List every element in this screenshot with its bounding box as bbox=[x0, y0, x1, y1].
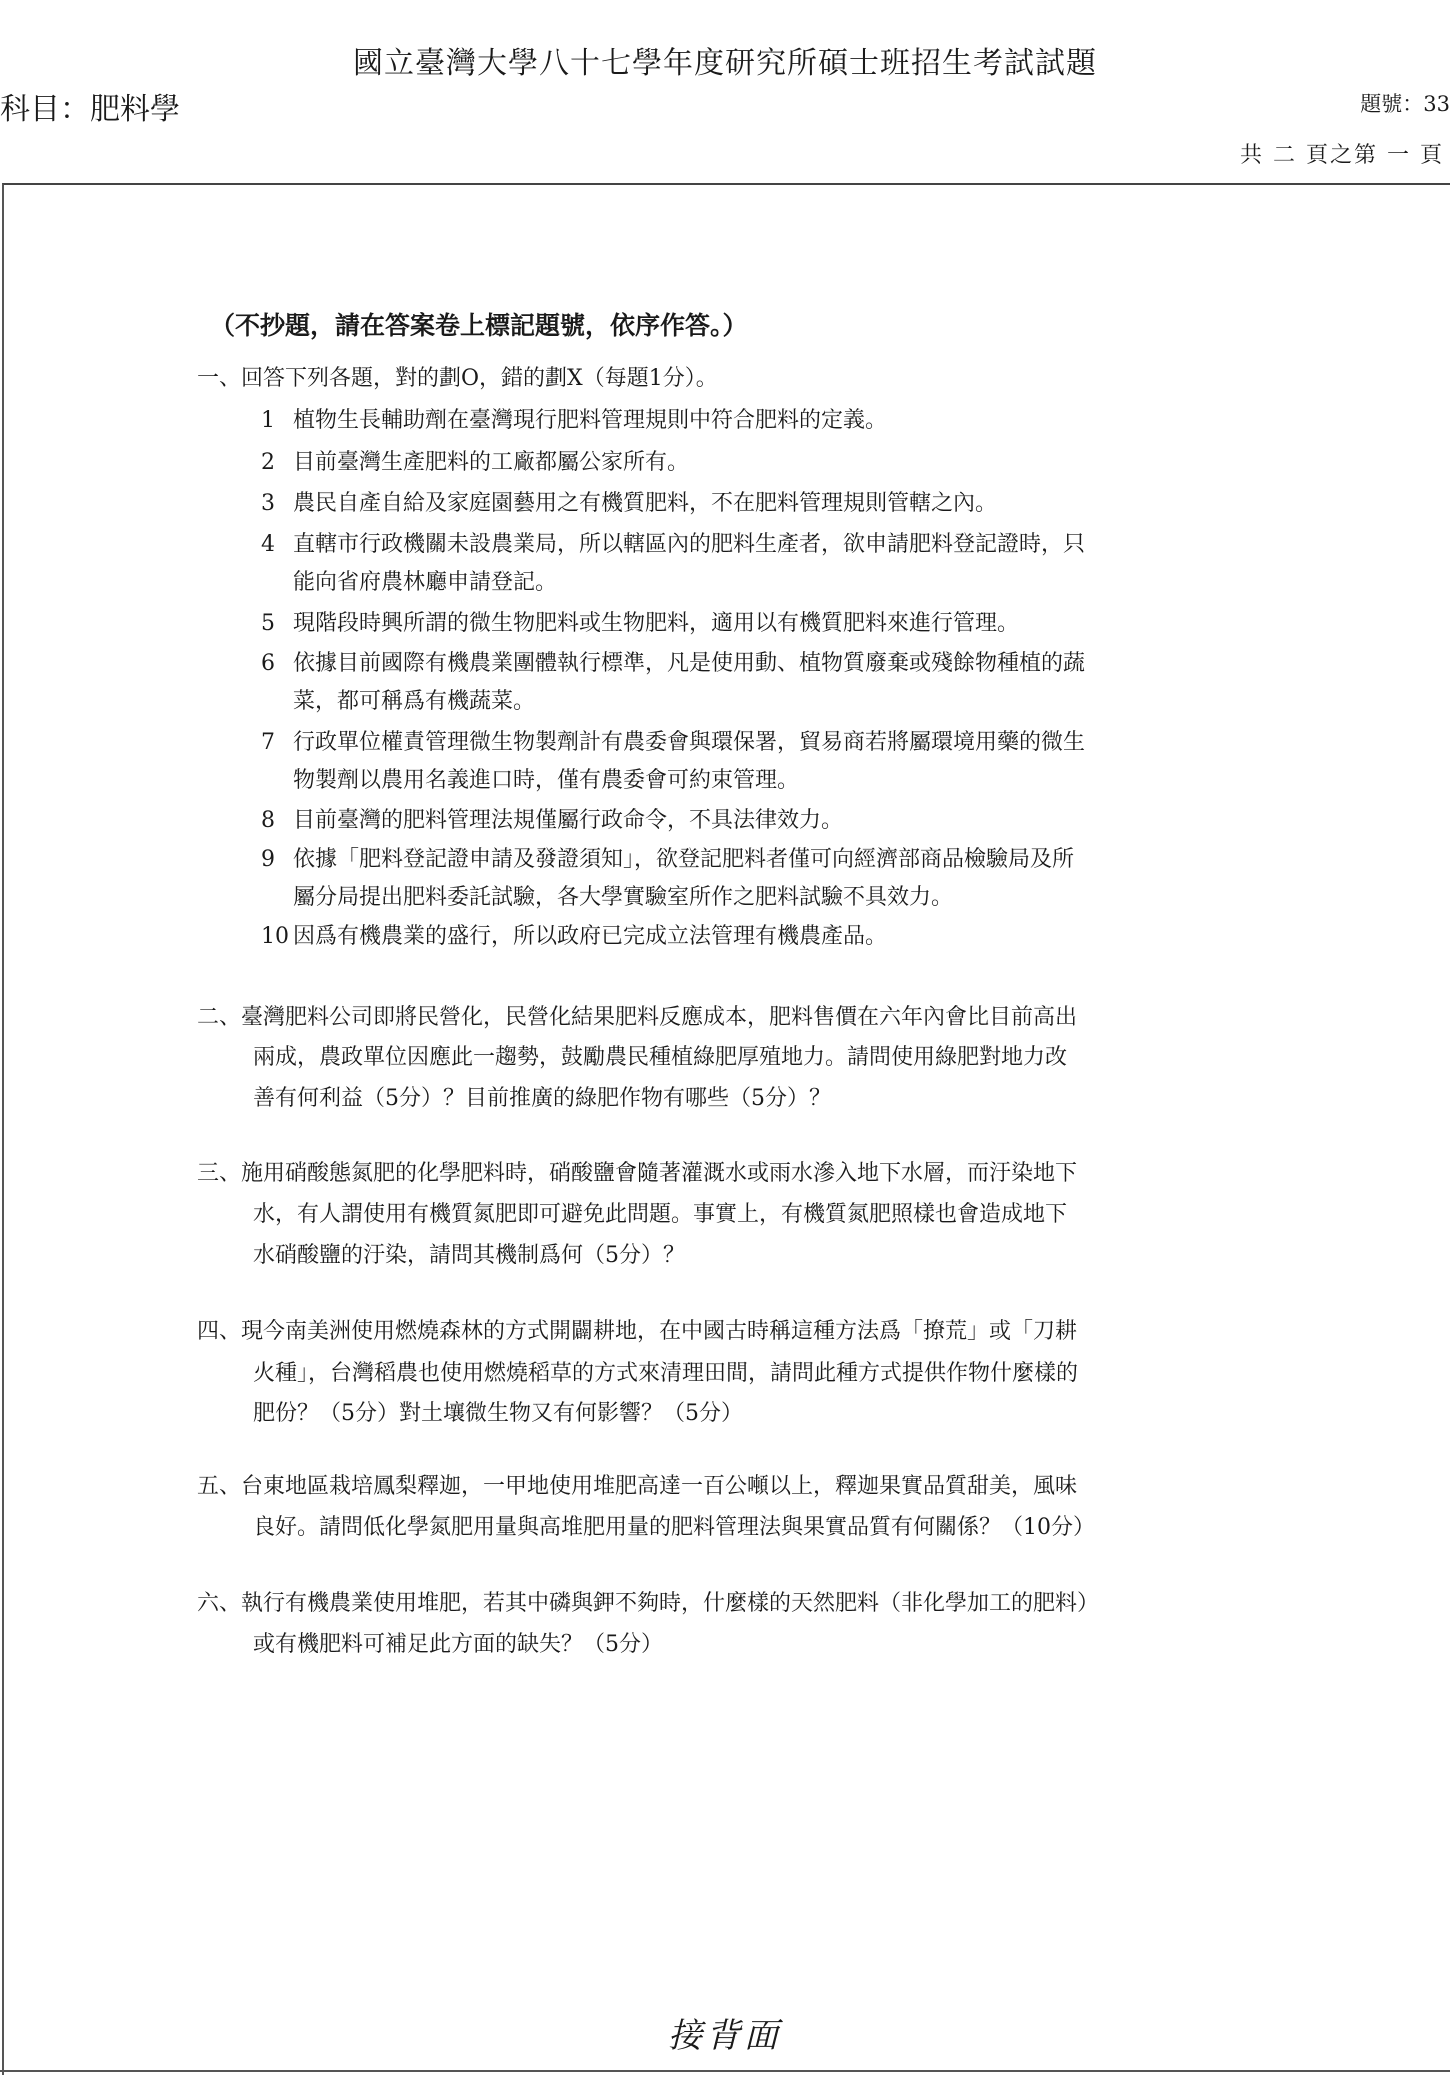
item-number: 1 bbox=[261, 408, 275, 433]
tf-item-1 bbox=[261, 403, 887, 434]
tf-item-5 bbox=[261, 606, 1019, 637]
item-number: 3 bbox=[261, 491, 275, 516]
question-5-line-1: 五、台東地區栽培鳳梨釋迦，一甲地使用堆肥高達一百公噸以上，釋迦果實品質甜美，風味 bbox=[197, 1474, 1078, 1499]
question-5-line-2: 良好。請問低化學氮肥用量與高堆肥用量的肥料管理法與果實品質有何關係？（10分） bbox=[253, 1515, 1095, 1540]
item-text: 目前臺灣的肥料管理法規僅屬行政命令，不具法律效力。 bbox=[293, 808, 844, 833]
page-frame bbox=[2, 183, 1450, 2075]
question-4-line-3: 肥份？（5分）對土壤微生物又有何影響？（5分） bbox=[253, 1401, 743, 1426]
item-text: 現階段時興所謂的微生物肥料或生物肥料，適用以有機質肥料來進行管理。 bbox=[293, 611, 1020, 636]
exam-instruction: （不抄題，請在答案卷上標記題號，依序作答。） bbox=[210, 311, 748, 340]
tf-item-4-cont: 能向省府農林廳申請登記。 bbox=[293, 570, 558, 595]
tf-item-2 bbox=[261, 445, 689, 476]
exam-title: 國立臺灣大學八十七學年度研究所碩士班招生考試試題 bbox=[353, 46, 1097, 81]
tf-item-8 bbox=[261, 803, 843, 834]
item-text: 因爲有機農業的盛行，所以政府已完成立法管理有機農產品。 bbox=[293, 924, 888, 949]
question-3-line-2: 水，有人謂使用有機質氮肥即可避免此問題。事實上，有機質氮肥照樣也會造成地下 bbox=[253, 1202, 1068, 1227]
tf-item-7-cont: 物製劑以農用名義進口時，僅有農委會可約束管理。 bbox=[293, 768, 800, 793]
subject-label: 科目：肥料學 bbox=[0, 92, 180, 127]
question-2-line-1: 二、臺灣肥料公司即將民營化，民營化結果肥料反應成本，肥料售價在六年內會比目前高出 bbox=[197, 1005, 1078, 1030]
tf-item-7 bbox=[261, 725, 1085, 756]
page-info: 共 二 頁之第 一 頁 bbox=[1240, 143, 1444, 168]
item-text: 植物生長輔助劑在臺灣現行肥料管理規則中符合肥料的定義。 bbox=[293, 408, 888, 433]
bottom-rule bbox=[0, 2070, 1450, 2072]
question-6-line-1: 六、執行有機農業使用堆肥，若其中磷與鉀不夠時，什麼樣的天然肥料（非化學加工的肥料） bbox=[197, 1591, 1100, 1616]
question-6-line-2: 或有機肥料可補足此方面的缺失？（5分） bbox=[253, 1632, 663, 1657]
item-text: 依據「肥料登記證申請及發證須知」，欲登記肥料者僅可向經濟部商品檢驗局及所 bbox=[293, 847, 1075, 872]
question-4-line-2: 火種」，台灣稻農也使用燃燒稻草的方式來清理田間，請問此種方式提供作物什麼樣的 bbox=[253, 1361, 1079, 1386]
item-number: 8 bbox=[261, 808, 275, 833]
item-number: 2 bbox=[261, 450, 275, 475]
question-4-line-1: 四、現今南美洲使用燃燒森林的方式開闢耕地，在中國古時稱這種方法爲「撩荒」或「刀耕 bbox=[197, 1319, 1078, 1344]
tf-item-6-cont: 菜，都可稱爲有機蔬菜。 bbox=[293, 689, 536, 714]
item-text: 農民自產自給及家庭園藝用之有機質肥料，不在肥料管理規則管轄之內。 bbox=[293, 491, 998, 516]
item-text: 直轄市行政機關未設農業局，所以轄區內的肥料生產者，欲申請肥料登記證時，只 bbox=[293, 532, 1086, 557]
item-text: 行政單位權責管理微生物製劑計有農委會與環保署，貿易商若將屬環境用藥的微生 bbox=[293, 730, 1086, 755]
question-3-line-3: 水硝酸鹽的汙染，請問其機制爲何（5分）？ bbox=[253, 1243, 685, 1268]
tf-item-4 bbox=[261, 527, 1085, 558]
item-number: 10 bbox=[261, 924, 289, 949]
item-text: 目前臺灣生產肥料的工廠都屬公家所有。 bbox=[293, 450, 690, 475]
item-number: 5 bbox=[261, 611, 275, 636]
item-number: 9 bbox=[261, 847, 275, 872]
tf-item-3 bbox=[261, 486, 997, 517]
tf-item-9-cont: 屬分局提出肥料委託試驗，各大學實驗室所作之肥料試驗不具效力。 bbox=[293, 885, 954, 910]
section-1-title: 一、回答下列各題，對的劃O，錯的劃X（每題1分）。 bbox=[197, 366, 718, 391]
continue-on-back-note: 接背面 bbox=[668, 2016, 782, 2056]
tf-item-9 bbox=[261, 842, 1074, 873]
tf-item-6 bbox=[261, 646, 1085, 677]
item-number: 4 bbox=[261, 532, 275, 557]
tf-item-10 bbox=[261, 919, 887, 950]
question-number: 題號：33 bbox=[1360, 92, 1450, 116]
item-number: 7 bbox=[261, 730, 275, 755]
question-2-line-3: 善有何利益（5分）？目前推廣的綠肥作物有哪些（5分）？ bbox=[253, 1086, 831, 1111]
item-number: 6 bbox=[261, 651, 275, 676]
item-text: 依據目前國際有機農業團體執行標準，凡是使用動、植物質廢棄或殘餘物種植的蔬 bbox=[293, 651, 1086, 676]
question-3-line-1: 三、施用硝酸態氮肥的化學肥料時，硝酸鹽會隨著灌溉水或雨水滲入地下水層，而汙染地下 bbox=[197, 1161, 1078, 1186]
question-2-line-2: 兩成，農政單位因應此一趨勢，鼓勵農民種植綠肥厚殖地力。請問使用綠肥對地力改 bbox=[253, 1045, 1068, 1070]
